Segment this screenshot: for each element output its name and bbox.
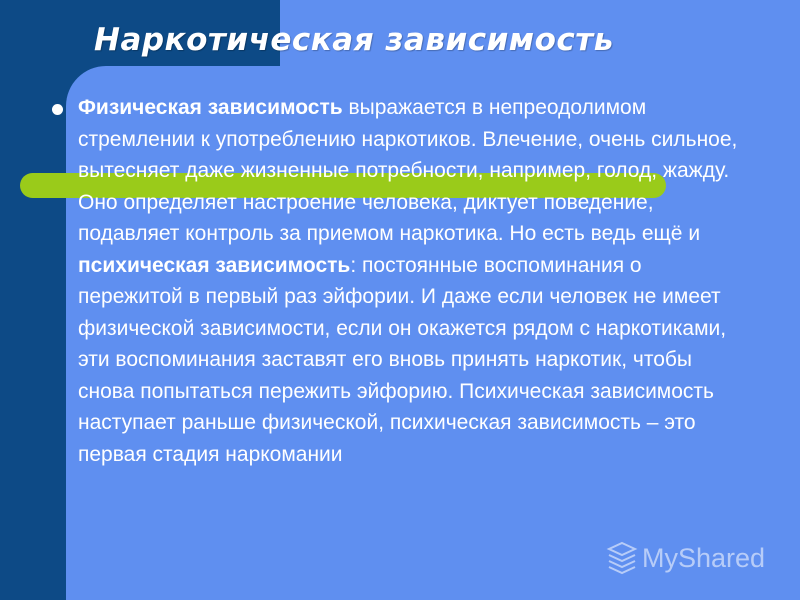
slide-body: [78, 92, 748, 470]
bullet-icon: [52, 104, 63, 115]
physical-dependence-term: Физическая зависимость: [78, 96, 343, 119]
watermark: [606, 538, 765, 578]
stack-icon: [606, 540, 638, 576]
psychological-dependence-term: психическая зависимость: [78, 253, 351, 277]
slide-title: Наркотическая зависимость: [94, 22, 614, 58]
body-text-part-1: выражается в непреодолимом стремлении к употреблению наркотиков. Влечение, очень сильное, вытесняет даже жизненные потребности, например, голод, жажду. Оно определяет настроение человека, диктует поведение, подавляет контроль за приемом наркотика. Но есть ведь ещё и: [78, 96, 738, 245]
body-text-part-2: : постоянные воспоминания о пережитой в первый раз эйфории. И даже если человек не имеет физической зависимости, если он окажется рядом с наркотиками, эти воспоминания заставят его вновь принять наркотик, чтобы снова попытаться пережить эйфорию. Психическая зависимость наступает раньше физической, психическая зависимость – это первая стадия наркомании: [78, 253, 727, 466]
watermark-text: MyShared: [642, 542, 766, 573]
